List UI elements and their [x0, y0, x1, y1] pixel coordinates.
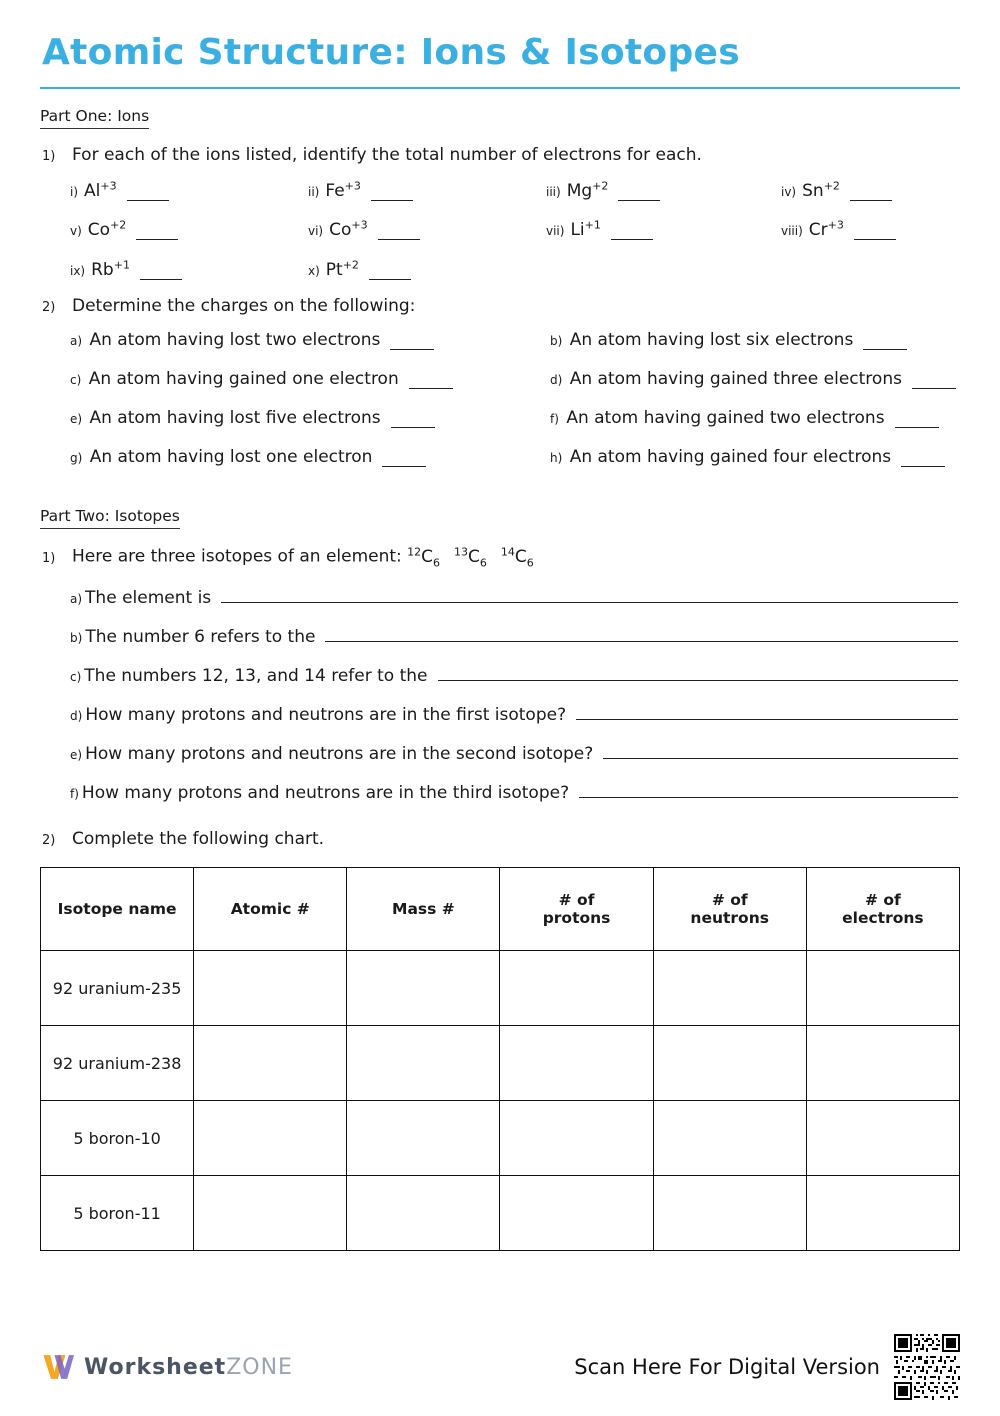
item-letter: b) — [550, 333, 563, 348]
item-letter: d) — [550, 372, 563, 387]
column-header-protons — [500, 868, 653, 951]
item-text: An atom having gained three electrons — [569, 368, 902, 389]
charges-list — [40, 330, 960, 467]
cell-neutrons[interactable] — [653, 1176, 806, 1251]
answer-blank[interactable] — [409, 388, 453, 389]
brand-wordmark — [84, 1355, 293, 1380]
part-two-question-2 — [40, 829, 960, 849]
answer-blank[interactable] — [127, 200, 169, 201]
table-row — [41, 1026, 960, 1101]
isotope-symbol: C — [421, 546, 434, 567]
cell-neutrons[interactable] — [653, 1026, 806, 1101]
cell-electrons[interactable] — [806, 1026, 959, 1101]
isotope-sub-question — [40, 702, 960, 725]
header-line: Isotope name — [57, 900, 177, 919]
item-text: The element is — [85, 588, 212, 609]
part-one-question-1 — [40, 145, 960, 165]
header-line: # of — [865, 891, 901, 910]
cell-atomic[interactable] — [194, 1101, 347, 1176]
item-letter: a) — [70, 592, 83, 607]
ion-charge: +2 — [110, 218, 127, 232]
cell-neutrons[interactable] — [653, 951, 806, 1026]
answer-blank[interactable] — [369, 279, 411, 280]
ion-symbol — [802, 181, 840, 201]
item-text: An atom having gained four electrons — [569, 446, 892, 467]
column-header-atomic-number — [194, 868, 347, 951]
item-letter: a) — [70, 333, 83, 348]
ion-charge: +3 — [100, 179, 117, 192]
question-stem: Here are three isotopes of an element: — [72, 546, 402, 567]
ion-item — [308, 258, 546, 280]
answer-blank[interactable] — [579, 780, 958, 798]
answer-blank[interactable] — [618, 200, 660, 201]
column-header-isotope-name — [41, 868, 194, 951]
header-line: # of — [711, 891, 748, 910]
cell-neutrons[interactable] — [653, 1101, 806, 1176]
cell-protons[interactable] — [500, 1101, 653, 1176]
header-line: Mass # — [392, 900, 455, 919]
ion-item — [781, 219, 981, 241]
answer-blank[interactable] — [325, 624, 958, 642]
isotope-sub-question — [40, 624, 960, 647]
charge-item — [70, 369, 550, 389]
worksheet-zone-logo[interactable] — [40, 1350, 293, 1384]
answer-blank[interactable] — [371, 200, 413, 201]
ion-symbol — [325, 181, 361, 201]
isotope-sub-question — [40, 741, 960, 764]
ion-element: Al — [84, 180, 101, 201]
charge-item — [550, 330, 1000, 350]
chart-body — [41, 951, 960, 1251]
header-line: # of — [558, 891, 595, 910]
item-text: An atom having lost one electron — [89, 446, 373, 467]
table-row — [41, 951, 960, 1026]
column-header-electrons — [806, 868, 959, 951]
ion-charge: +1 — [113, 258, 130, 272]
item-text: The number 6 refers to the — [85, 627, 316, 648]
part-two-question-1 — [40, 545, 960, 569]
ion-item — [70, 258, 308, 280]
item-text: An atom having lost six electrons — [569, 329, 854, 350]
ion-roman: ix) — [70, 263, 86, 278]
ion-item — [781, 179, 981, 201]
ion-charge: +2 — [592, 179, 609, 192]
item-text: An atom having lost five electrons — [89, 407, 381, 428]
cell-protons[interactable] — [500, 951, 653, 1026]
charge-item — [70, 408, 550, 428]
cell-isotope-name: 92 uranium-238 — [41, 1026, 194, 1101]
cell-isotope-name: 5 boron-10 — [41, 1101, 194, 1176]
question-text: Complete the following chart. — [72, 829, 325, 850]
item-text: How many protons and neutrons are in the first isotope? — [85, 705, 567, 726]
charge-item — [70, 447, 550, 467]
answer-blank[interactable] — [850, 200, 892, 201]
brand-name-primary: Worksheet — [84, 1354, 227, 1380]
charge-item — [70, 330, 550, 350]
ion-element: Cr — [808, 220, 828, 241]
ion-charge: +3 — [344, 179, 361, 192]
ion-symbol — [567, 181, 609, 201]
scan-section — [574, 1334, 960, 1400]
ion-roman: i) — [70, 184, 79, 199]
item-letter: f) — [70, 787, 79, 802]
isotope-sub-question — [40, 780, 960, 803]
ion-symbol — [570, 220, 600, 240]
charge-item — [550, 447, 1000, 467]
question-text: Determine the charges on the following: — [72, 295, 416, 316]
ion-roman: v) — [70, 224, 82, 239]
item-text: The numbers 12, 13, and 14 refer to the — [84, 666, 428, 687]
item-letter: c) — [70, 670, 82, 685]
cell-electrons[interactable] — [806, 1176, 959, 1251]
isotope-notation — [407, 544, 534, 570]
ion-roman: ii) — [308, 184, 320, 199]
item-text: How many protons and neutrons are in the second isotope? — [85, 744, 594, 765]
ion-item — [546, 179, 781, 201]
ion-item — [308, 179, 546, 201]
page-title: Atomic Structure: Ions & Isotopes — [42, 32, 740, 73]
header-line: Atomic # — [230, 900, 310, 919]
ion-element: Rb — [91, 259, 114, 280]
isotope-chart — [40, 867, 960, 1251]
item-letter: d) — [70, 709, 83, 724]
answer-blank[interactable] — [140, 279, 182, 280]
answer-blank[interactable] — [438, 663, 959, 681]
ion-item — [70, 179, 308, 201]
ion-element: Sn — [802, 180, 824, 201]
item-letter: f) — [550, 411, 559, 426]
isotope-mass: 14 — [500, 544, 515, 558]
answer-blank[interactable] — [611, 239, 653, 240]
answer-blank[interactable] — [863, 349, 907, 350]
part-two-heading-wrap — [40, 489, 960, 529]
isotope-symbol: C — [468, 546, 480, 567]
ion-charge: +1 — [584, 218, 601, 232]
ion-roman: vii) — [546, 224, 565, 239]
ion-element: Pt — [325, 259, 343, 280]
ion-roman: x) — [308, 263, 320, 278]
question-text — [72, 545, 534, 569]
isotope-sub-question — [40, 663, 960, 686]
column-header-neutrons — [653, 868, 806, 951]
ions-list — [40, 179, 960, 280]
table-row — [41, 1176, 960, 1251]
item-letter: e) — [70, 748, 83, 763]
header-line: protons — [542, 909, 611, 928]
cell-mass[interactable] — [347, 1026, 500, 1101]
ion-roman: vi) — [308, 224, 324, 239]
answer-blank[interactable] — [854, 239, 896, 240]
part-two-heading: Part Two: Isotopes — [40, 507, 180, 529]
charge-item — [550, 408, 1000, 428]
item-letter: e) — [70, 411, 83, 426]
scan-label: Scan Here For Digital Version — [574, 1355, 880, 1379]
answer-blank[interactable] — [378, 239, 420, 240]
header-line: electrons — [842, 909, 924, 928]
answer-blank[interactable] — [603, 741, 958, 759]
item-letter: h) — [550, 450, 563, 465]
part-one-heading: Part One: Ions — [40, 107, 149, 129]
cell-mass[interactable] — [347, 1176, 500, 1251]
cell-atomic[interactable] — [194, 951, 347, 1026]
header-line: neutrons — [690, 909, 769, 928]
question-number: 1) — [42, 149, 56, 164]
item-letter: g) — [70, 450, 83, 465]
answer-blank[interactable] — [391, 427, 435, 428]
isotope-atomic: 6 — [479, 556, 487, 570]
logo-icon — [40, 1350, 74, 1384]
cell-electrons[interactable] — [806, 951, 959, 1026]
isotope-atomic: 6 — [526, 556, 534, 570]
part-one-question-2 — [40, 296, 960, 316]
part-one-heading-wrap — [40, 89, 960, 129]
answer-blank[interactable] — [136, 239, 178, 240]
item-text: An atom having lost two electrons — [89, 329, 381, 350]
cell-electrons[interactable] — [806, 1101, 959, 1176]
ion-roman: viii) — [781, 224, 803, 239]
isotope-sub-question — [40, 585, 960, 608]
cell-mass[interactable] — [347, 1101, 500, 1176]
ion-charge: +3 — [827, 218, 844, 232]
cell-isotope-name: 5 boron-11 — [41, 1176, 194, 1251]
ion-symbol — [88, 220, 127, 240]
page-footer — [40, 1334, 960, 1400]
cell-atomic[interactable] — [194, 1176, 347, 1251]
ion-roman: iii) — [546, 184, 561, 199]
answer-blank[interactable] — [390, 349, 434, 350]
cell-atomic[interactable] — [194, 1026, 347, 1101]
ion-symbol — [91, 260, 130, 280]
ion-roman: iv) — [781, 184, 797, 199]
cell-protons[interactable] — [500, 1026, 653, 1101]
isotope-mass: 13 — [454, 544, 469, 558]
ion-element: Co — [87, 220, 111, 241]
isotope-atomic: 6 — [433, 556, 441, 570]
item-text: An atom having gained one electron — [88, 368, 399, 389]
item-text: How many protons and neutrons are in the third isotope? — [81, 783, 570, 804]
ion-symbol — [809, 220, 844, 240]
answer-blank[interactable] — [895, 427, 939, 428]
isotope-mass: 12 — [407, 544, 422, 558]
answer-blank[interactable] — [901, 466, 945, 467]
item-letter: c) — [70, 372, 82, 387]
cell-mass[interactable] — [347, 951, 500, 1026]
item-text: An atom having gained two electrons — [566, 407, 885, 428]
table-header-row — [41, 868, 960, 951]
ion-element: Mg — [566, 180, 593, 201]
ion-element: Fe — [325, 180, 345, 201]
answer-blank[interactable] — [382, 466, 426, 467]
answer-blank[interactable] — [221, 585, 958, 603]
ion-element: Co — [329, 220, 352, 241]
chart-header — [41, 868, 960, 951]
ion-item — [70, 219, 308, 241]
brand-name-secondary: ZONE — [226, 1354, 293, 1380]
ion-symbol — [329, 220, 368, 240]
question-number: 1) — [42, 550, 56, 566]
ion-item — [308, 219, 546, 241]
ion-element: Li — [570, 220, 585, 241]
cell-protons[interactable] — [500, 1176, 653, 1251]
ion-charge: +3 — [351, 218, 368, 232]
question-text: For each of the ions listed, identify the total number of electrons for each. — [72, 145, 702, 165]
ion-charge: +2 — [823, 179, 840, 192]
answer-blank[interactable] — [576, 702, 958, 720]
question-number: 2) — [42, 299, 56, 315]
table-row — [41, 1101, 960, 1176]
ion-symbol — [84, 181, 117, 201]
charge-item — [550, 369, 1000, 389]
cell-isotope-name: 92 uranium-235 — [41, 951, 194, 1026]
ion-charge: +2 — [342, 258, 359, 272]
item-letter: b) — [70, 631, 83, 646]
answer-blank[interactable] — [912, 388, 956, 389]
ion-symbol — [326, 260, 359, 280]
column-header-mass-number — [347, 868, 500, 951]
ion-item — [546, 219, 781, 241]
question-number: 2) — [42, 833, 56, 849]
qr-code-icon[interactable] — [894, 1334, 960, 1400]
isotope-symbol: C — [514, 546, 527, 567]
